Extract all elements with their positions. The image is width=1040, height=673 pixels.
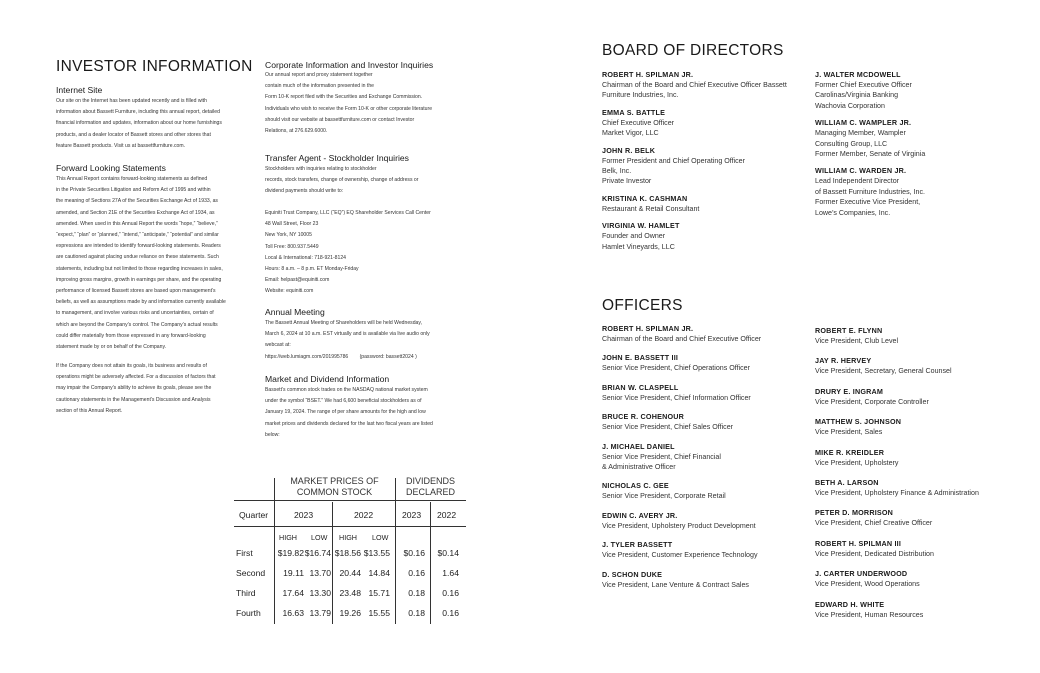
text-line: performance of licensed Bassett stores are based upon management’s xyxy=(56,288,216,295)
cell-high-2023: $19.82 xyxy=(277,548,304,558)
person-title: Belk, Inc. xyxy=(602,167,632,176)
text-line: cautionary statements in the Management’s Discussion and Analysis xyxy=(56,396,211,403)
transfer-text xyxy=(265,164,465,198)
officer xyxy=(815,326,1030,346)
person-name: EDWARD H. WHITE xyxy=(815,599,885,609)
person-name: J. MICHAEL DANIEL xyxy=(602,441,675,451)
cell-low-2022: $13.55 xyxy=(363,548,390,558)
person-name: BRIAN W. CLASPELL xyxy=(602,382,679,392)
text-line: section of this Annual Report. xyxy=(56,407,123,414)
person-title: Managing Member, Wampler xyxy=(815,129,906,138)
person-title: Senior Vice President, Corporate Retail xyxy=(602,492,726,501)
cell-low-2023: 13.79 xyxy=(309,608,331,618)
dividends-header xyxy=(395,476,466,498)
officer xyxy=(602,511,807,531)
cell-div-2022: 1.64 xyxy=(442,568,459,578)
officer xyxy=(815,569,1030,589)
person-name: MATTHEW S. JOHNSON xyxy=(815,417,902,427)
table-rule xyxy=(234,500,466,501)
cell-high-2022: $18.56 xyxy=(334,548,361,558)
year-2022: 2022 xyxy=(354,510,374,520)
person-title: Lead Independent Director xyxy=(815,177,900,186)
text-line: to management, and involve various risks and uncertainties, certain of xyxy=(56,310,214,317)
board-member xyxy=(602,194,802,214)
text-line: are cautioned against placing undue reliance on these statements. Such xyxy=(56,254,219,261)
row-quarter: Third xyxy=(236,588,256,598)
corporate-text xyxy=(265,70,465,137)
person-title: Vice President, Upholstery Finance & Administration xyxy=(815,489,979,498)
text-line: Equiniti Trust Company, LLC (“EQ”) EQ Shareholder Services Call Center xyxy=(265,210,431,216)
text-line: Bassett’s common stock trades on the NASDAQ national market system xyxy=(265,387,428,393)
officer xyxy=(602,481,807,501)
board-member xyxy=(602,146,802,187)
person-title: Senior Vice President, Chief Financial xyxy=(602,452,721,461)
text-line: Website: equiniti.com xyxy=(265,288,314,295)
officer xyxy=(602,442,807,473)
person-name: J. WALTER MCDOWELL xyxy=(815,70,901,79)
text-line: information about Bassett Furniture, including this annual report, detailed xyxy=(56,109,220,116)
transfer-address xyxy=(265,208,465,298)
table-rule xyxy=(234,526,466,527)
text-line: expressions are intended to identify forward-looking statements. Readers xyxy=(56,243,221,250)
cell-low-2023: 13.30 xyxy=(309,588,331,598)
person-title: Vice President, Secretary, General Counsel xyxy=(815,367,952,376)
person-title: & Administrative Officer xyxy=(602,463,676,472)
officer xyxy=(815,508,1030,528)
text-line: financial information and updates, information about our home furnishings xyxy=(56,120,222,127)
cell-div-2022: 0.16 xyxy=(442,588,459,598)
person-name: D. SCHON DUKE xyxy=(602,569,663,579)
forward-text xyxy=(56,174,258,353)
cell-div-2023: 0.18 xyxy=(408,588,425,598)
quarter-label: Quarter xyxy=(239,510,269,520)
person-name: BETH A. LARSON xyxy=(815,478,879,488)
person-name: EMMA S. BATTLE xyxy=(602,107,666,117)
person-title: of Bassett Furniture Industries, Inc. xyxy=(815,187,926,196)
text-line: Stockholders with inquiries relating to stockholder xyxy=(265,166,377,172)
person-name: JOHN E. BASSETT III xyxy=(602,353,679,363)
text-line: Relations, at 276.629.6000. xyxy=(265,128,328,135)
text-line: statement made by or on behalf of the Company. xyxy=(56,344,167,351)
board-title: BOARD OF DIRECTORS xyxy=(602,42,784,59)
person-title: Senior Vice President, Chief Information Officer xyxy=(602,393,751,402)
cell-high-2022: 23.48 xyxy=(339,588,361,598)
person-title: Market Vigor, LLC xyxy=(602,129,659,138)
text-line: may impair the Company’s ability to achieve its goals, please see the xyxy=(56,385,212,392)
person-name: EDWIN C. AVERY JR. xyxy=(602,510,678,520)
person-name: DRURY E. INGRAM xyxy=(815,386,884,396)
person-name: WILLIAM C. WARDEN JR. xyxy=(815,166,907,176)
person-name: J. TYLER BASSETT xyxy=(602,540,673,550)
text-line: beliefs, as well as assumptions made by and information currently available xyxy=(56,299,226,306)
meeting-heading: Annual Meeting xyxy=(265,307,325,317)
person-title: Hamlet Vineyards, LLC xyxy=(602,242,675,251)
stock-price-table xyxy=(234,474,466,624)
table-divider xyxy=(332,502,333,624)
header-line: MARKET PRICES OF xyxy=(290,476,379,486)
cell-low-2022: 15.55 xyxy=(368,608,390,618)
person-title: Vice President, Chief Creative Officer xyxy=(815,519,933,528)
person-title: Vice President, Dedicated Distribution xyxy=(815,549,934,558)
text-line: records, stock transfers, change of ownership, change of address or xyxy=(265,177,419,184)
person-name: VIRGINIA W. HAMLET xyxy=(602,221,680,231)
text-line: Our annual report and proxy statement together xyxy=(265,72,373,78)
low-label: LOW xyxy=(372,533,389,542)
officer xyxy=(602,324,807,344)
text-line: New York, NY 10005 xyxy=(265,232,312,239)
officer xyxy=(815,387,1030,407)
person-title: Chairman of the Board and Chief Executive Officer Bassett xyxy=(602,81,787,89)
person-title: Private Investor xyxy=(602,177,652,186)
text-line: feature Bassett products. Visit us at bassettfurniture.com. xyxy=(56,142,186,149)
person-title: Vice President, Club Level xyxy=(815,337,899,345)
text-line: amended. When used in this Annual Report the words “hope,” “believe,” xyxy=(56,220,218,227)
cell-high-2023: 16.63 xyxy=(282,608,304,618)
row-quarter: Second xyxy=(236,568,266,578)
header-line: DIVIDENDS xyxy=(405,476,455,486)
text-line: Our site on the Internet has been updated recently and is filled with xyxy=(56,98,207,104)
text-line: https://web.lumiagm.com/201995786 (password: bassett2024 ) xyxy=(265,353,417,360)
internet-text xyxy=(56,96,258,152)
text-line: under the symbol “BSET.” We had 6,600 beneficial stockholders as of xyxy=(265,398,422,405)
text-line: The Bassett Annual Meeting of Shareholders will be held Wednesday, xyxy=(265,320,422,326)
div-year-2022: 2022 xyxy=(437,510,457,520)
meeting-text xyxy=(265,318,465,363)
person-title: Vice President, Sales xyxy=(815,428,883,437)
board-member xyxy=(602,70,802,101)
header-line: COMMON STOCK xyxy=(296,487,373,497)
officers-left-list xyxy=(602,324,807,590)
text-line: dividend payments should write to: xyxy=(265,188,344,195)
text-line: January 19, 2024. The range of per share amounts for the high and low xyxy=(265,409,426,416)
person-title: Senior Vice President, Chief Sales Officer xyxy=(602,423,734,432)
person-title: Founder and Owner xyxy=(602,232,666,241)
board-member xyxy=(815,118,1015,159)
text-line: March 6, 2024 at 10 a.m. EST virtually and is available via live audio only xyxy=(265,331,430,338)
text-line: 48 Wall Street, Floor 23 xyxy=(265,221,319,228)
officer xyxy=(602,570,807,590)
text-line: products, and a dealer locator of Bassett stores and other stores that xyxy=(56,131,211,138)
person-name: NICHOLAS C. GEE xyxy=(602,481,669,491)
board-member xyxy=(815,70,1015,111)
board-right-list xyxy=(815,70,1015,218)
person-name: JAY R. HERVEY xyxy=(815,356,872,366)
market-heading: Market and Dividend Information xyxy=(265,374,390,384)
forward-heading: Forward Looking Statements xyxy=(56,163,166,173)
person-name: BRUCE R. COHENOUR xyxy=(602,412,685,422)
row-quarter: First xyxy=(236,548,253,558)
board-left-list xyxy=(602,70,802,252)
cell-high-2022: 19.26 xyxy=(339,608,361,618)
cell-low-2022: 15.71 xyxy=(368,588,390,598)
officer xyxy=(815,600,1030,620)
text-line: Email: helpast@equiniti.com xyxy=(265,277,330,284)
cell-div-2022: 0.16 xyxy=(442,608,459,618)
officer xyxy=(602,540,807,560)
officer xyxy=(602,412,807,432)
low-label: LOW xyxy=(311,533,328,542)
person-title: Vice President, Customer Experience Technology xyxy=(602,551,758,560)
person-name: ROBERT H. SPILMAN JR. xyxy=(602,324,694,333)
cell-div-2023: $0.16 xyxy=(403,548,425,558)
text-line: should visit our website at bassettfurniture.com or contact Investor xyxy=(265,116,415,123)
person-title: Wachovia Corporation xyxy=(815,101,885,110)
forward-text-2 xyxy=(56,361,258,417)
person-title: Vice President, Upholstery Product Development xyxy=(602,521,756,530)
text-line: contain much of the information presented in the xyxy=(265,83,375,90)
market-text xyxy=(265,385,465,441)
person-name: JOHN R. BELK xyxy=(602,145,656,155)
person-title: Consulting Group, LLC xyxy=(815,139,888,148)
person-title: Chief Executive Officer xyxy=(602,118,675,127)
person-name: WILLIAM C. WAMPLER JR. xyxy=(815,118,912,128)
officer xyxy=(815,448,1030,468)
officer xyxy=(815,539,1030,559)
cell-div-2023: 0.16 xyxy=(408,568,425,578)
corporate-heading: Corporate Information and Investor Inquiries xyxy=(265,60,434,70)
text-line: below: xyxy=(265,431,280,438)
transfer-heading: Transfer Agent - Stockholder Inquiries xyxy=(265,153,409,163)
text-line: Individuals who wish to receive the Form 10-K or other corporate literature xyxy=(265,105,433,112)
table-divider xyxy=(430,502,431,624)
internet-heading: Internet Site xyxy=(56,85,103,95)
person-name: J. CARTER UNDERWOOD xyxy=(815,569,908,579)
officers-title: OFFICERS xyxy=(602,297,683,314)
text-line: could differ materially from those expressed in any forward-looking xyxy=(56,332,206,339)
person-title: Senior Vice President, Chief Operations Officer xyxy=(602,364,750,373)
person-name: ROBERT H. SPILMAN III xyxy=(815,538,902,548)
investor-title: INVESTOR INFORMATION xyxy=(56,58,253,75)
row-quarter: Fourth xyxy=(236,608,261,618)
person-title: Carolinas/Virginia Banking xyxy=(815,91,899,100)
year-2023: 2023 xyxy=(294,510,314,520)
text-line: improving gross margins, growth in earnings per share, and the operating xyxy=(56,276,222,283)
officers-right-list xyxy=(815,326,1030,620)
div-year-2023: 2023 xyxy=(402,510,422,520)
cell-low-2023: $16.74 xyxy=(304,548,331,558)
person-title: Former Member, Senate of Virginia xyxy=(815,150,926,159)
cell-high-2023: 19.11 xyxy=(283,568,304,578)
text-line: in the Private Securities Litigation and Reform Act of 1995 and within xyxy=(56,187,211,194)
officer xyxy=(602,383,807,403)
person-title: Vice President, Lane Venture & Contract Sales xyxy=(602,580,749,589)
cell-low-2023: 13.70 xyxy=(309,568,331,578)
header-line: DECLARED xyxy=(405,487,455,497)
person-name: MIKE R. KREIDLER xyxy=(815,447,885,457)
text-line: Hours: 8 a.m. – 8 p.m. ET Monday-Friday xyxy=(265,266,359,273)
text-line: This Annual Report contains forward-looking statements as defined xyxy=(56,176,208,182)
cell-high-2023: 17.64 xyxy=(282,588,304,598)
person-title: Restaurant & Retail Consultant xyxy=(602,204,700,213)
person-name: ROBERT E. FLYNN xyxy=(815,326,883,335)
high-label: HIGH xyxy=(339,533,357,542)
cell-div-2023: 0.18 xyxy=(408,608,425,618)
market-header xyxy=(274,476,395,498)
text-line: “expect,” “plan” or “planned,” “intend,” “anticipate,” “potential” and similar xyxy=(56,232,219,239)
text-line: Local & International: 718-921-8124 xyxy=(265,254,346,261)
text-line: Toll Free: 800.937.5449 xyxy=(265,243,319,250)
person-title: Chairman of the Board and Chief Executive Officer xyxy=(602,335,762,343)
officer xyxy=(602,353,807,373)
text-line: which are beyond the Company’s control. The Company’s actual results xyxy=(56,321,218,328)
person-title: Lowe’s Companies, Inc. xyxy=(815,208,891,217)
person-title: Former President and Chief Operating Officer xyxy=(602,156,745,165)
text-line: operations might be adversely affected. For a discussion of factors that xyxy=(56,374,216,381)
text-line: statements, including but not limited to those regarding increases in sales, xyxy=(56,265,223,272)
person-title: Vice President, Human Resources xyxy=(815,610,924,619)
text-line: Form 10-K report filed with the Securities and Exchange Commission. xyxy=(265,94,423,101)
person-title: Former Chief Executive Officer xyxy=(815,81,912,89)
person-name: PETER D. MORRISON xyxy=(815,508,894,518)
cell-low-2022: 14.84 xyxy=(368,568,390,578)
board-member xyxy=(602,108,802,139)
officer xyxy=(815,478,1030,498)
board-member xyxy=(602,221,802,252)
text-line: amended, and Section 21E of the Securities Exchange Act of 1934, as xyxy=(56,209,215,216)
high-label: HIGH xyxy=(279,533,297,542)
person-title: Furniture Industries, Inc. xyxy=(602,91,679,100)
officer xyxy=(815,417,1030,437)
text-line: If the Company does not attain its goals, its business and results of xyxy=(56,363,207,369)
text-line: market prices and dividends declared for the last two fiscal years are listed xyxy=(265,420,433,427)
text-line: webcast at: xyxy=(265,342,291,349)
person-title: Vice President, Corporate Controller xyxy=(815,397,929,406)
person-name: KRISTINA K. CASHMAN xyxy=(602,193,688,203)
cell-high-2022: 20.44 xyxy=(339,568,361,578)
person-title: Vice President, Wood Operations xyxy=(815,580,920,589)
person-title: Vice President, Upholstery xyxy=(815,458,899,467)
board-member xyxy=(815,166,1015,218)
officer xyxy=(815,356,1030,376)
cell-div-2022: $0.14 xyxy=(437,548,459,558)
person-name: ROBERT H. SPILMAN JR. xyxy=(602,70,694,79)
person-title: Former Executive Vice President, xyxy=(815,198,921,207)
text-line: the meaning of Sections 27A of the Securities Exchange Act of 1933, as xyxy=(56,198,218,205)
